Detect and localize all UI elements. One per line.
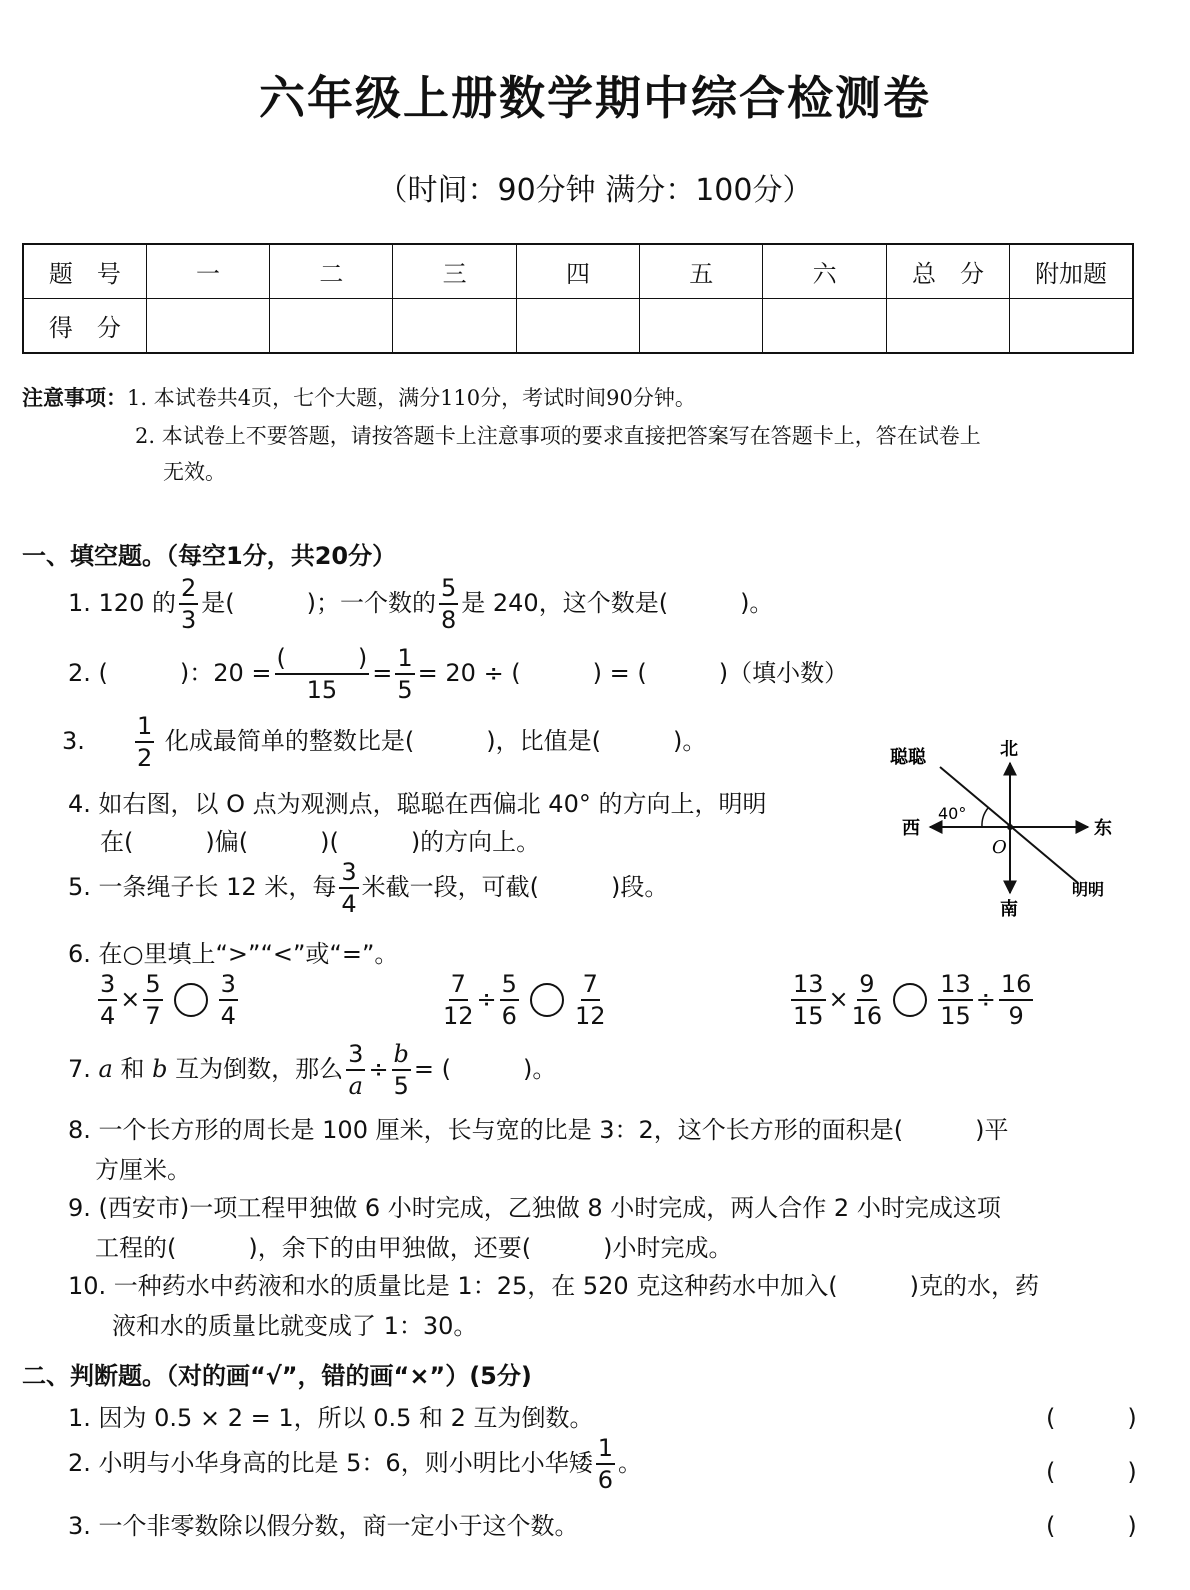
score-cell[interactable] — [1010, 299, 1133, 354]
fraction — [999, 972, 1034, 1028]
denominator: 4 — [341, 890, 357, 918]
q6-expression-2 — [440, 972, 608, 1028]
label-angle: 40° — [938, 804, 967, 823]
fraction — [98, 972, 117, 1028]
numerator: 16 — [999, 972, 1034, 1001]
q7-num: 7. — [68, 1055, 91, 1083]
q1-text-c: 是 240，这个数是( )。 — [461, 589, 774, 617]
score-header-cell: 总 分 — [886, 244, 1009, 299]
fraction — [143, 972, 162, 1028]
q5-text-b: 米截一段，可截( )段。 — [361, 873, 669, 901]
score-row-label: 得 分 — [23, 299, 146, 354]
variable-a: a — [98, 1055, 113, 1083]
numerator: 1 — [395, 646, 414, 675]
numerator: 5 — [439, 576, 458, 605]
score-header-cell: 一 — [146, 244, 269, 299]
fraction — [443, 972, 474, 1028]
answer-paren-2[interactable]: ( ) — [1046, 1458, 1137, 1486]
score-table-score-row — [23, 299, 1133, 354]
answer-circle[interactable] — [893, 983, 927, 1017]
operator: ÷ — [368, 1055, 389, 1083]
numerator: 5 — [143, 972, 162, 1001]
numerator: 3 — [339, 860, 358, 889]
numerator: 9 — [857, 972, 876, 1001]
fraction — [852, 972, 883, 1028]
operator: ÷ — [476, 985, 497, 1013]
score-table-header-row — [23, 244, 1133, 299]
q6-expression-1 — [95, 972, 241, 1028]
exam-info: （时间：90分钟 满分：100分） — [377, 173, 813, 208]
score-cell[interactable] — [886, 299, 1009, 354]
denominator: 15 — [306, 676, 338, 704]
score-cell[interactable] — [516, 299, 639, 354]
label-east: 东 — [1094, 818, 1112, 839]
question-1 — [68, 576, 773, 632]
q5-text-a: 5. 一条绳子长 12 米，每 — [68, 873, 337, 901]
score-cell[interactable] — [146, 299, 269, 354]
jq2-text-b: 。 — [617, 1449, 642, 1477]
answer-circle[interactable] — [174, 983, 208, 1017]
question-7 — [68, 1042, 556, 1098]
numerator: 13 — [938, 972, 973, 1001]
notes-line2: 2. 本试卷上不要答题，请按答题卡上注意事项的要求直接把答案写在答题卡上，答在试卷上 — [135, 424, 981, 448]
numerator: 13 — [791, 972, 826, 1001]
score-header-cell: 四 — [516, 244, 639, 299]
fraction — [346, 1042, 365, 1098]
numerator: b — [392, 1042, 411, 1071]
q2-text-c: = 20 ÷ ( ) = ( )（填小数） — [417, 659, 849, 687]
answer-paren-3[interactable]: ( ) — [1046, 1512, 1137, 1540]
judge-question-1: 1. 因为 0.5 × 2 = 1，所以 0.5 和 2 互为倒数。 — [68, 1404, 594, 1432]
label-origin: O — [992, 837, 1007, 858]
operator: × — [120, 985, 141, 1013]
question-5 — [68, 860, 668, 916]
question-2 — [68, 646, 848, 702]
denominator: 5 — [397, 676, 413, 704]
judge-question-2 — [68, 1436, 642, 1492]
score-cell[interactable] — [270, 299, 393, 354]
jq2-text-a: 2. 小明与小华身高的比是 5：6，则小明比小华矮 — [68, 1449, 593, 1477]
score-header-cell: 二 — [270, 244, 393, 299]
denominator: 6 — [597, 1466, 613, 1494]
fraction — [219, 972, 238, 1028]
fraction — [395, 646, 414, 702]
question-8-line1: 8. 一个长方形的周长是 100 厘米，长与宽的比是 3：2，这个长方形的面积是( )平 — [68, 1116, 1009, 1144]
question-9-line2: 工程的( )，余下的由甲独做，还要( )小时完成。 — [95, 1234, 733, 1262]
denominator: 8 — [440, 606, 457, 634]
question-3 — [62, 714, 706, 770]
question-10-line1: 10. 一种药水中药液和水的质量比是 1：25，在 520 克这种药水中加入( )克的水，药 — [68, 1272, 1040, 1300]
denominator: 12 — [443, 1002, 474, 1030]
numerator: 7 — [581, 972, 600, 1001]
q3-text: 化成最简单的整数比是( )，比值是( )。 — [164, 727, 707, 755]
score-header-cell: 三 — [393, 244, 516, 299]
q7-text-b: 和 — [120, 1055, 145, 1083]
fraction — [339, 860, 358, 916]
page-title: 六年级上册数学期中综合检测卷 — [259, 71, 931, 125]
q3-num: 3. — [62, 727, 85, 755]
origin-point — [1007, 824, 1013, 830]
q7-text-d: = ( )。 — [413, 1055, 557, 1083]
fraction — [179, 576, 198, 632]
question-10-line2: 液和水的质量比就变成了 1：30。 — [112, 1312, 478, 1340]
fraction — [938, 972, 973, 1028]
operator: ÷ — [975, 985, 996, 1013]
notes-line2b: 无效。 — [163, 460, 226, 484]
denominator: 7 — [145, 1002, 161, 1030]
numerator: 5 — [500, 972, 519, 1001]
denominator: 6 — [501, 1002, 517, 1030]
angle-arc — [982, 808, 988, 827]
score-header-cell: 五 — [640, 244, 763, 299]
denominator: 9 — [1008, 1002, 1024, 1030]
denominator: 4 — [220, 1002, 236, 1030]
direction-diagram — [880, 735, 1130, 925]
q7-text-c: 互为倒数，那么 — [175, 1055, 344, 1083]
fraction — [596, 1436, 615, 1492]
section2-heading: 二、判断题。（对的画“√”，错的画“×”）(5分) — [22, 1362, 532, 1390]
denominator: 16 — [851, 1002, 883, 1030]
fraction — [392, 1042, 411, 1098]
question-9-line1: 9. (西安市)一项工程甲独做 6 小时完成，乙独做 8 小时完成，两人合作 2 小时完成这项 — [68, 1194, 1001, 1222]
question-6-heading: 6. 在○里填上“>”“<”或“=”。 — [68, 940, 399, 968]
notes-text-1: 1. 本试卷共4页，七个大题，满分110分，考试时间90分钟。 — [127, 386, 696, 410]
label-mingming: 明明 — [1072, 880, 1105, 899]
fraction — [500, 972, 519, 1028]
numerator: 3 — [98, 972, 117, 1001]
q2-text-b: = — [372, 659, 393, 687]
answer-paren-1[interactable]: ( ) — [1046, 1404, 1137, 1432]
fraction — [135, 714, 154, 770]
question-4-line2: 在( )偏( )( )的方向上。 — [100, 828, 541, 856]
operator: × — [828, 985, 849, 1013]
denominator: 12 — [574, 1002, 606, 1030]
question-8-line2: 方厘米。 — [95, 1156, 191, 1184]
q1-text-a: 1. 120 的 — [68, 589, 176, 617]
section1-heading: 一、填空题。（每空1分，共20分） — [22, 542, 397, 570]
score-header-cell: 题 号 — [23, 244, 146, 299]
question-4-line1: 4. 如右图，以 O 点为观测点，聪聪在西偏北 40° 的方向上，明明 — [68, 790, 767, 818]
notes-label: 注意事项： — [22, 385, 127, 410]
score-cell[interactable] — [640, 299, 763, 354]
denominator: 15 — [940, 1002, 971, 1030]
numerator: 3 — [346, 1042, 365, 1071]
denominator: 5 — [393, 1072, 409, 1100]
label-congcong: 聪聪 — [890, 747, 926, 768]
score-cell[interactable] — [763, 299, 886, 354]
numerator: 1 — [135, 714, 154, 743]
variable-b: b — [152, 1055, 168, 1083]
fraction — [575, 972, 606, 1028]
fraction — [275, 646, 370, 702]
score-table — [22, 243, 1134, 354]
denominator: 3 — [180, 606, 197, 634]
numerator: 3 — [219, 972, 238, 1001]
q2-text-a: 2. ( )：20 = — [68, 659, 272, 687]
q1-text-b: 是( )；一个数的 — [201, 589, 436, 617]
numerator: 1 — [596, 1436, 615, 1465]
denominator: 2 — [137, 744, 153, 772]
label-north: 北 — [1000, 739, 1018, 760]
score-cell[interactable] — [393, 299, 516, 354]
denominator: 15 — [793, 1002, 824, 1030]
score-header-cell: 附加题 — [1010, 244, 1133, 299]
numerator: 7 — [449, 972, 468, 1001]
judge-question-3: 3. 一个非零数除以假分数，商一定小于这个数。 — [68, 1512, 579, 1540]
fraction — [439, 576, 458, 632]
label-west: 西 — [902, 818, 920, 839]
notes-line1 — [22, 382, 696, 412]
q6-expression-3 — [788, 972, 1036, 1028]
denominator: 4 — [100, 1002, 116, 1030]
answer-circle[interactable] — [530, 983, 564, 1017]
label-south: 南 — [1000, 899, 1018, 920]
numerator: 2 — [179, 576, 198, 605]
fraction — [791, 972, 826, 1028]
numerator: ( ) — [275, 646, 370, 675]
score-header-cell: 六 — [763, 244, 886, 299]
denominator: a — [348, 1072, 363, 1100]
